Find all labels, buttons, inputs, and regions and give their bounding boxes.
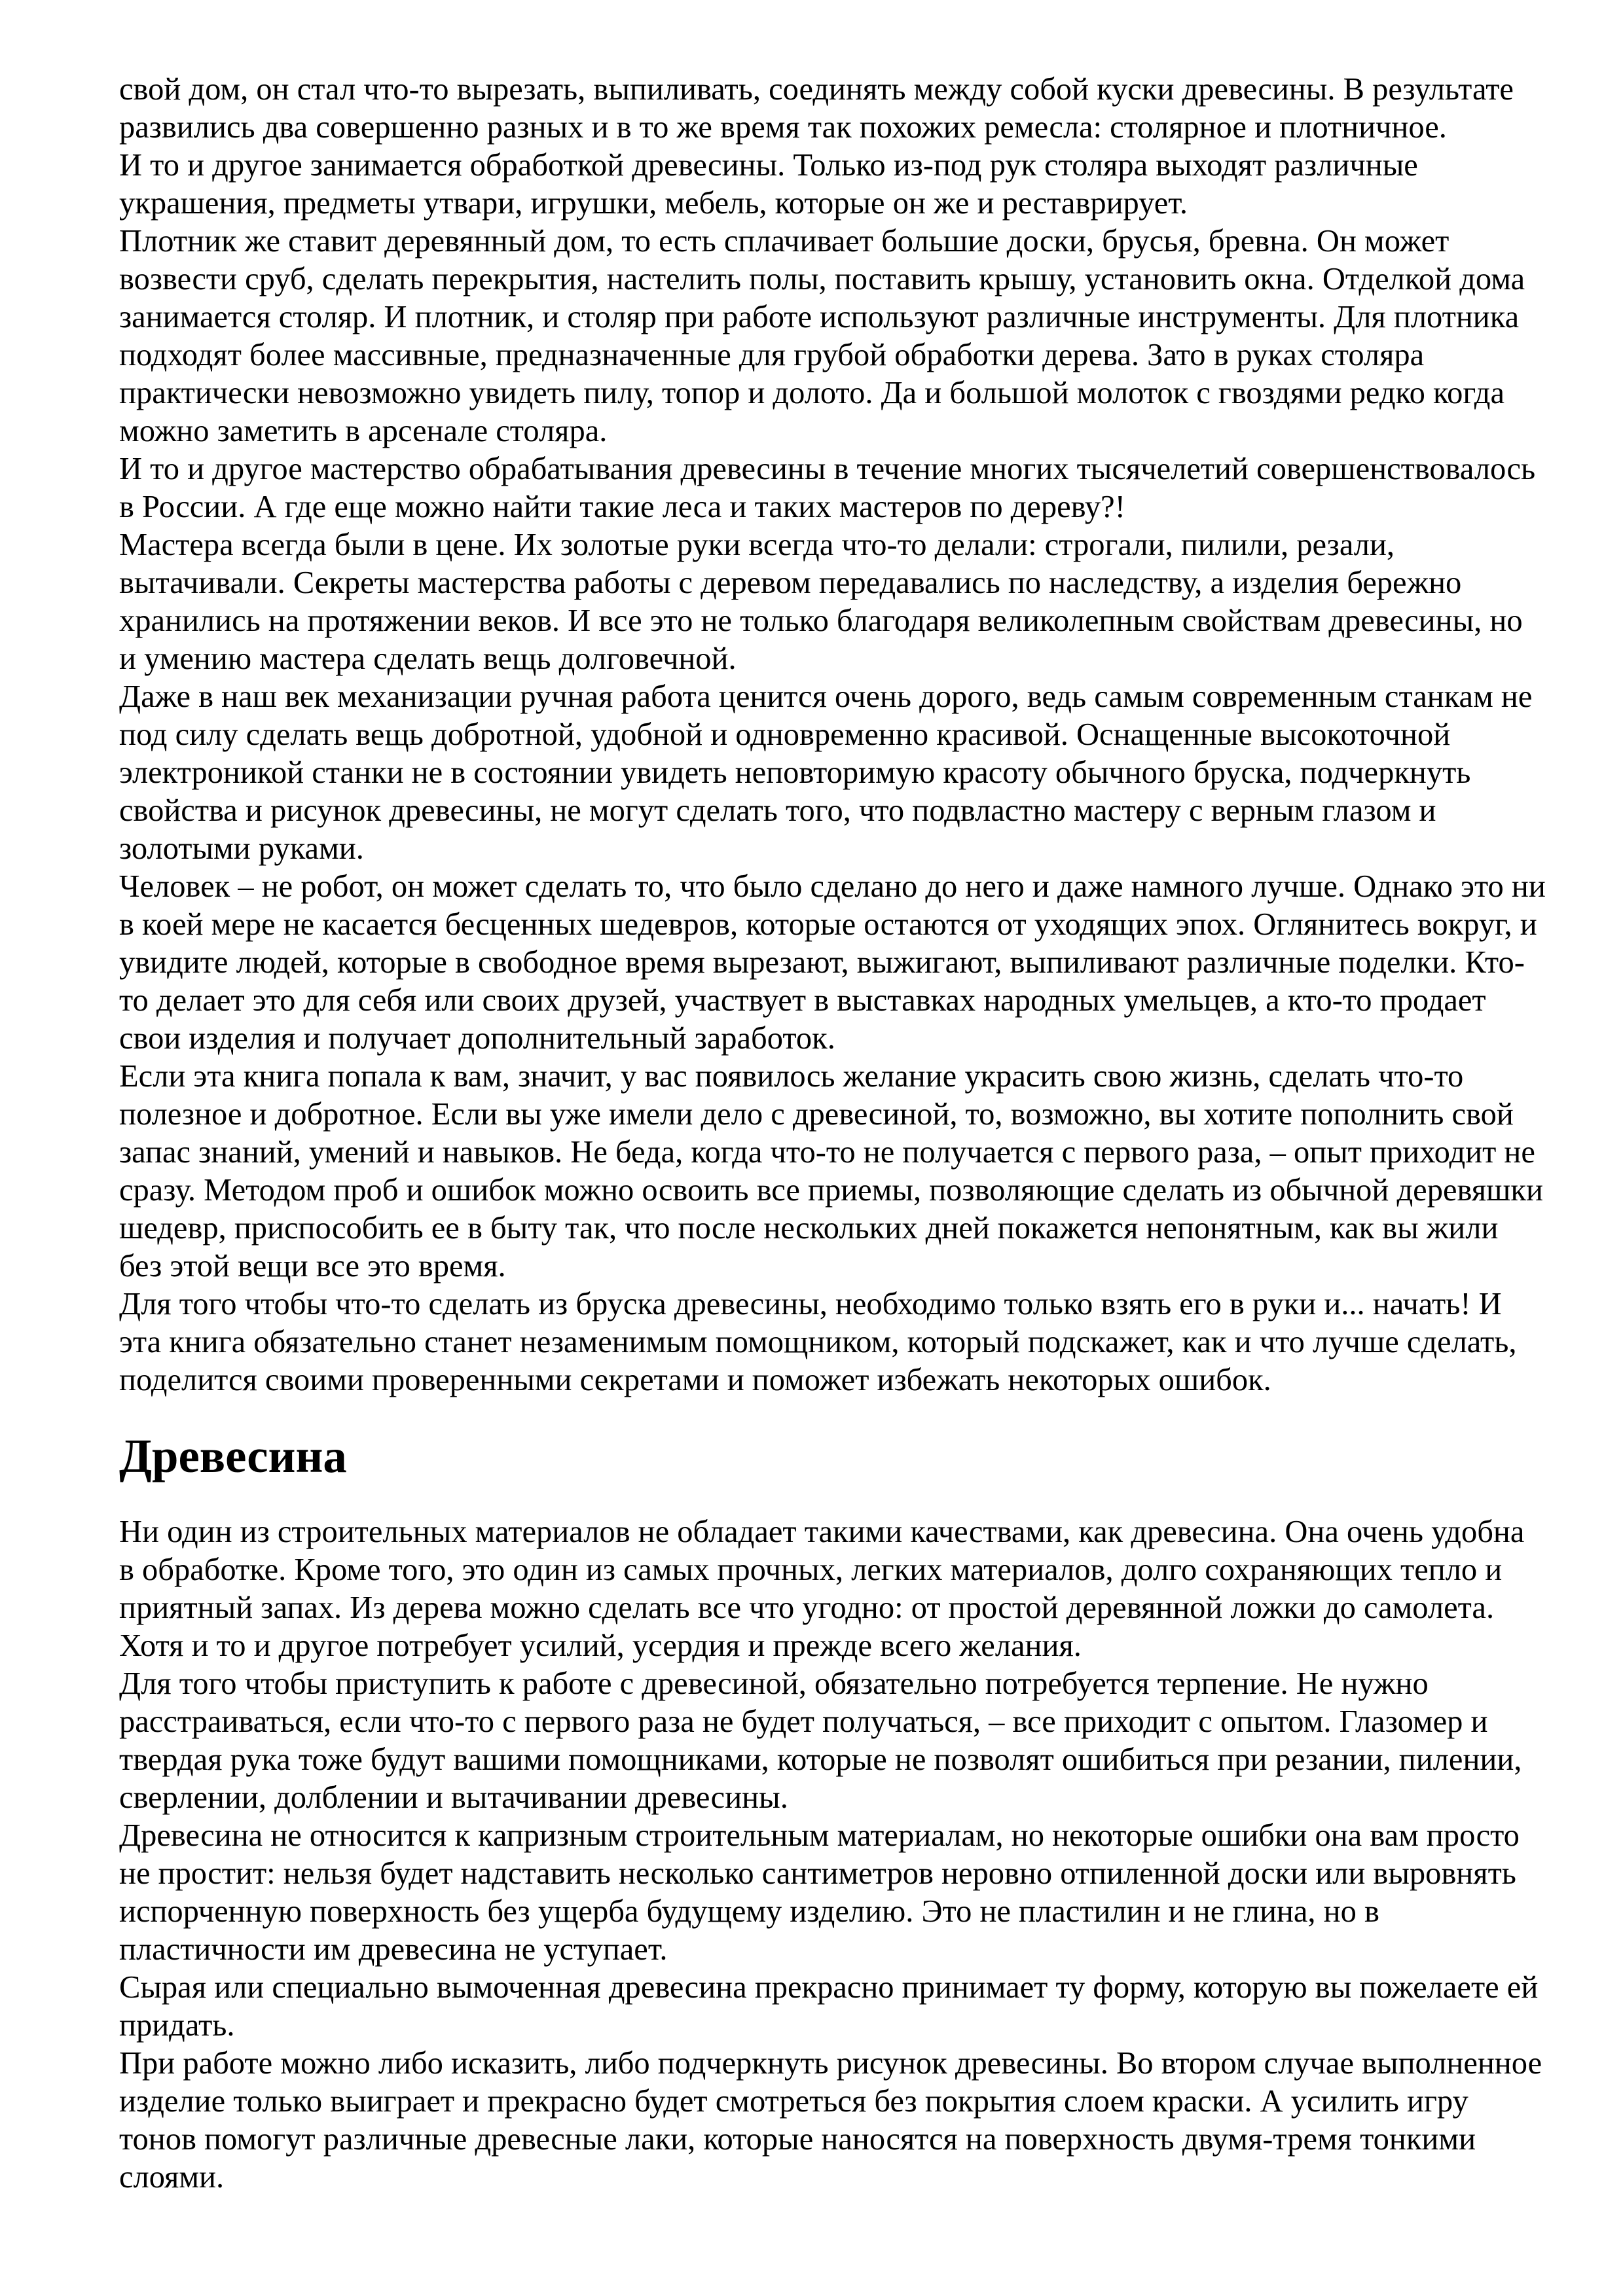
intro-paragraph-2: И то и другое занимается обработкой древесины. Только из-под рук столяра выходят различные украшения, предметы утвари, игрушки, мебель, которые он же и реставрирует. bbox=[119, 148, 1418, 221]
wood-paragraph-1: Ни один из строительных материалов не обладает такими качествами, как древесина. Она очень удобна в обработке. Кроме того, это один из самых прочных, легких материалов, долго сохраняющих тепло и приятный запах. Из дерева можно сделать все что угодно: от простой деревянной ложки до самолета. Хотя и то и другое потребует усилий, усердия и прежде всего желания. bbox=[119, 1515, 1525, 1663]
intro-paragraph-7: Человек – не робот, он может сделать то, что было сделано до него и даже намного лучше. Однако это ни в коей мере не касается бесценных шедевров, которые остаются от уходящих эпох. Оглянитесь вокруг, и увидите людей, которые в свободное время вырезают, выжигают, выпиливают различные поделки. Кто-то делает это для себя или своих друзей, участвует в выставках народных умельцев, а кто-то продает свои изделия и получает дополнительный заработок. bbox=[119, 869, 1546, 1056]
intro-paragraph-6: Даже в наш век механизации ручная работа ценится очень дорого, ведь самым современным станкам не под силу сделать вещь добротной, удобной и одновременно красивой. Оснащенные высокоточной электроникой станки не в состоянии увидеть неповторимую красоту обычного бруска, подчеркнуть свойства и рисунок древесины, не могут сделать того, что подвластно мастеру с верным глазом и золотыми руками. bbox=[119, 679, 1533, 866]
wood-paragraph-5: При работе можно либо исказить, либо подчеркнуть рисунок древесины. Во втором случае выполненное изделие только выиграет и прекрасно будет смотреться без покрытия слоем краски. А усилить игру тонов помогут различные древесные лаки, которые наносятся на поверхность двумя-тремя тонкими слоями. bbox=[119, 2046, 1542, 2195]
intro-paragraph-4: И то и другое мастерство обрабатывания древесины в течение многих тысячелетий совершенствовалось в России. А где еще можно найти такие леса и таких мастеров по дереву?! bbox=[119, 452, 1536, 524]
wood-paragraph-4: Сырая или специально вымоченная древесина прекрасно принимает ту форму, которую вы пожелаете ей придать. bbox=[119, 1970, 1539, 2043]
intro-paragraph-8: Если эта книга попала к вам, значит, у вас появилось желание украсить свою жизнь, сделать что-то полезное и добротное. Если вы уже имели дело с древесиной, то, возможно, вы хотите пополнить свой запас знаний, умений и навыков. Не беда, когда что-то не получается с первого раза, – опыт приходит не сразу. Методом проб и ошибок можно освоить все приемы, позволяющие сделать из обычной деревяшки шедевр, приспособить ее в быту так, что после нескольких дней покажется непонятным, как вы жили без этой вещи все это время. bbox=[119, 1059, 1543, 1283]
intro-paragraph-5: Мастера всегда были в цене. Их золотые руки всегда что-то делали: строгали, пилили, резали, вытачивали. Секреты мастерства работы с деревом передавались по наследству, а изделия бережно хранились на протяжении веков. И все это не только благодаря великолепным свойствам древесины, но и умению мастера сделать вещь долговечной. bbox=[119, 528, 1523, 676]
wood-paragraph-3: Древесина не относится к капризным строительным материалам, но некоторые ошибки она вам просто не простит: нельзя будет надставить несколько сантиметров неровно отпиленной доски или выровнять испорченную поверхность без ущерба будущему изделию. Это не пластилин и не глина, но в пластичности им древесина не уступает. bbox=[119, 1818, 1520, 1967]
intro-paragraph-9: Для того чтобы что-то сделать из бруска древесины, необходимо только взять его в руки и... начать! И эта книга обязательно станет незаменимым помощником, который подскажет, как и что лучше сделать, поделится своими проверенными секретами и поможет избежать некоторых ошибок. bbox=[119, 1287, 1517, 1397]
intro-paragraph-1: свой дом, он стал что-то вырезать, выпиливать, соединять между собой куски древесины. В результате развились два совершенно разных и в то же время так похожих ремесла: столярное и плотничное. bbox=[119, 72, 1514, 145]
intro-paragraph-3: Плотник же ставит деревянный дом, то есть сплачивает большие доски, брусья, бревна. Он может возвести сруб, сделать перекрытия, настелить полы, поставить крышу, установить окна. Отделкой дома занимается столяр. И плотник, и столяр при работе используют различные инструменты. Для плотника подходят более массивные, предназначенные для грубой обработки дерева. Зато в руках столяра практически невозможно увидеть пилу, топор и долото. Да и большой молоток с гвоздями редко когда можно заметить в арсенале столяра. bbox=[119, 224, 1525, 448]
document-page bbox=[119, 71, 1546, 2197]
wood-paragraph-2: Для того чтобы приступить к работе с древесиной, обязательно потребуется терпение. Не нужно расстраиваться, если что-то с первого раза не будет получаться, – все приходит с опытом. Глазомер и твердая рука тоже будут вашими помощниками, которые не позволят ошибиться при резании, пилении, сверлении, долблении и вытачивании древесины. bbox=[119, 1666, 1522, 1815]
section-heading-wood: Древесина bbox=[119, 1429, 347, 1482]
